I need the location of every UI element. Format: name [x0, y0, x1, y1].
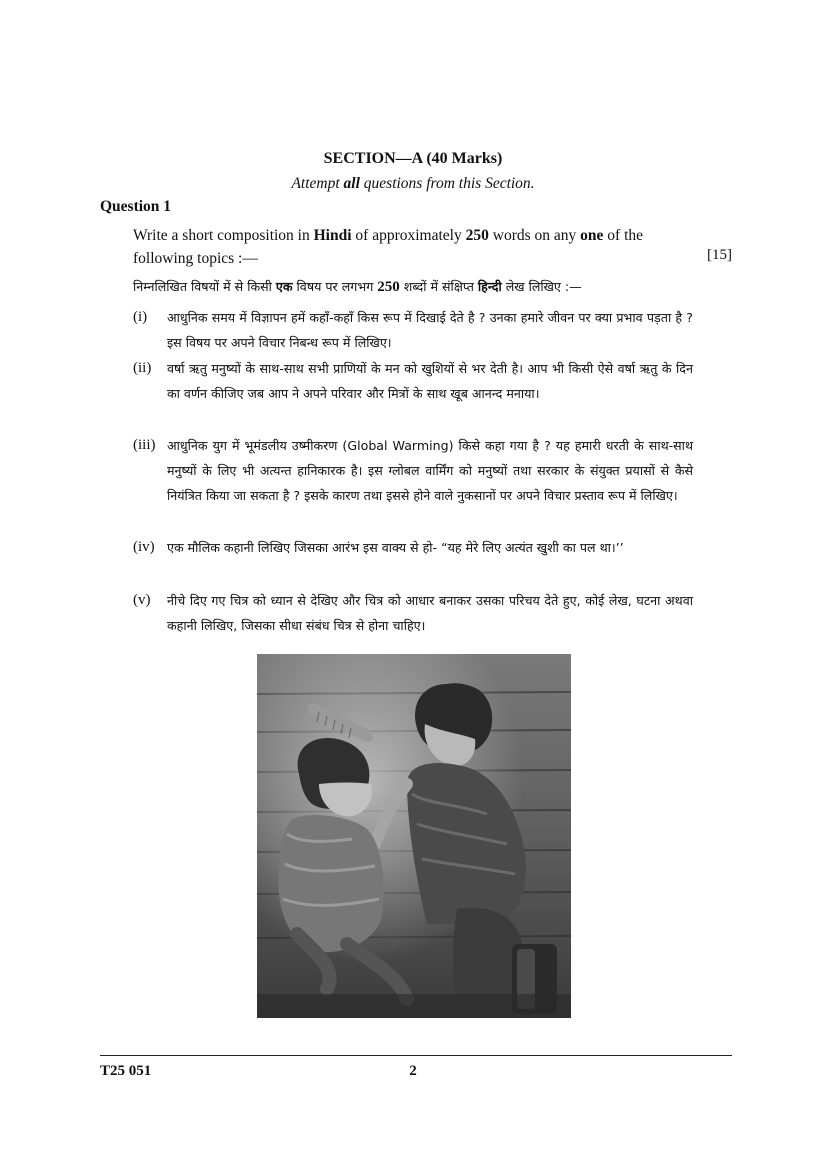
- hindi-intro-part: लेख लिखिए :—: [501, 279, 582, 294]
- topic-number: (iii): [133, 437, 156, 453]
- hindi-intro-hindi: हिन्दी: [477, 279, 502, 294]
- question-marks: [15]: [707, 247, 732, 263]
- hindi-intro-part: शब्दों में संक्षिप्त: [399, 279, 478, 294]
- intro-part: words on any: [488, 227, 581, 244]
- topic-number: (ii): [133, 360, 152, 376]
- paper-code: T25 051: [100, 1063, 152, 1079]
- instruction-prefix: Attempt: [291, 175, 344, 192]
- question-label: Question 1: [100, 198, 172, 215]
- section-title: SECTION—A (40 Marks): [323, 150, 503, 167]
- intro-part: of approximately: [351, 227, 466, 244]
- instruction-emphasis: all: [343, 175, 360, 192]
- photograph-children: [257, 654, 571, 1018]
- intro-part: of the following topics :—: [133, 227, 644, 267]
- hindi-intro-part: निम्नलिखित विषयों में से किसी: [133, 279, 276, 294]
- hindi-intro-count: 250: [377, 279, 400, 295]
- hindi-intro-part: विषय पर लगभग: [292, 279, 378, 294]
- topic-text: वर्षा ऋतु मनुष्यों के साथ-साथ सभी प्राणियों के मन को खुशियों से भर देती है। आप भी किसी ऐसे वर्षा ऋतु के दिन का वर्णन कीजिए जब आप ने अपने परिवार और मित्रों के साथ खूब आनन्द मनाया।: [167, 361, 693, 401]
- footer-rule: [100, 1055, 732, 1056]
- intro-one: one: [580, 227, 604, 244]
- topic-text: एक मौलिक कहानी लिखिए जिसका आरंभ इस वाक्य से हो- “यह मेरे लिए अत्यंत खुशी का पल था।’’: [167, 540, 624, 555]
- intro-language: Hindi: [313, 227, 352, 244]
- topic-number: (v): [133, 592, 151, 608]
- instruction-suffix: questions from this Section.: [359, 175, 535, 192]
- hindi-intro-ek: एक: [275, 279, 293, 294]
- hindi-intro: [133, 274, 698, 300]
- topic-text: आधुनिक युग में भूमंडलीय उष्मीकरण (Global Warming) किसे कहा गया है ? यह हमारी धरती के साथ-साथ मनुष्यों के लिए भी अत्यन्त हानिकारक है। इस ग्लोबल वार्मिंग को मनुष्यों तथा सरकार के संयुक्त प्रयासों से कैसे नियंत्रित किया जा सकता है ? इसके कारण तथा इससे होने वाले नुकसानों पर अपने विचार प्रस्ताव रूप में लिखिए।: [167, 438, 693, 503]
- topic-number: (i): [133, 309, 148, 325]
- page-number: 2: [409, 1063, 417, 1079]
- question-intro: [133, 224, 698, 270]
- intro-word-count: 250: [465, 227, 489, 244]
- topic-text: नीचे दिए गए चित्र को ध्यान से देखिए और चित्र को आधार बनाकर उसका परिचय देते हुए, कोई लेख, घटना अथवा कहानी लिखिए, जिसका सीधा संबंध चित्र से होना चाहिए।: [167, 593, 693, 633]
- topic-text: आधुनिक समय में विज्ञापन हमें कहाँ-कहाँ किस रूप में दिखाई देते है ? उनका हमारे जीवन पर क्या प्रभाव पड़ता है ? इस विषय पर अपने विचार निबन्ध रूप में लिखिए।: [167, 310, 693, 350]
- topic-number: (iv): [133, 539, 155, 555]
- intro-part: Write a short composition in: [133, 227, 314, 244]
- section-instruction: [0, 175, 826, 193]
